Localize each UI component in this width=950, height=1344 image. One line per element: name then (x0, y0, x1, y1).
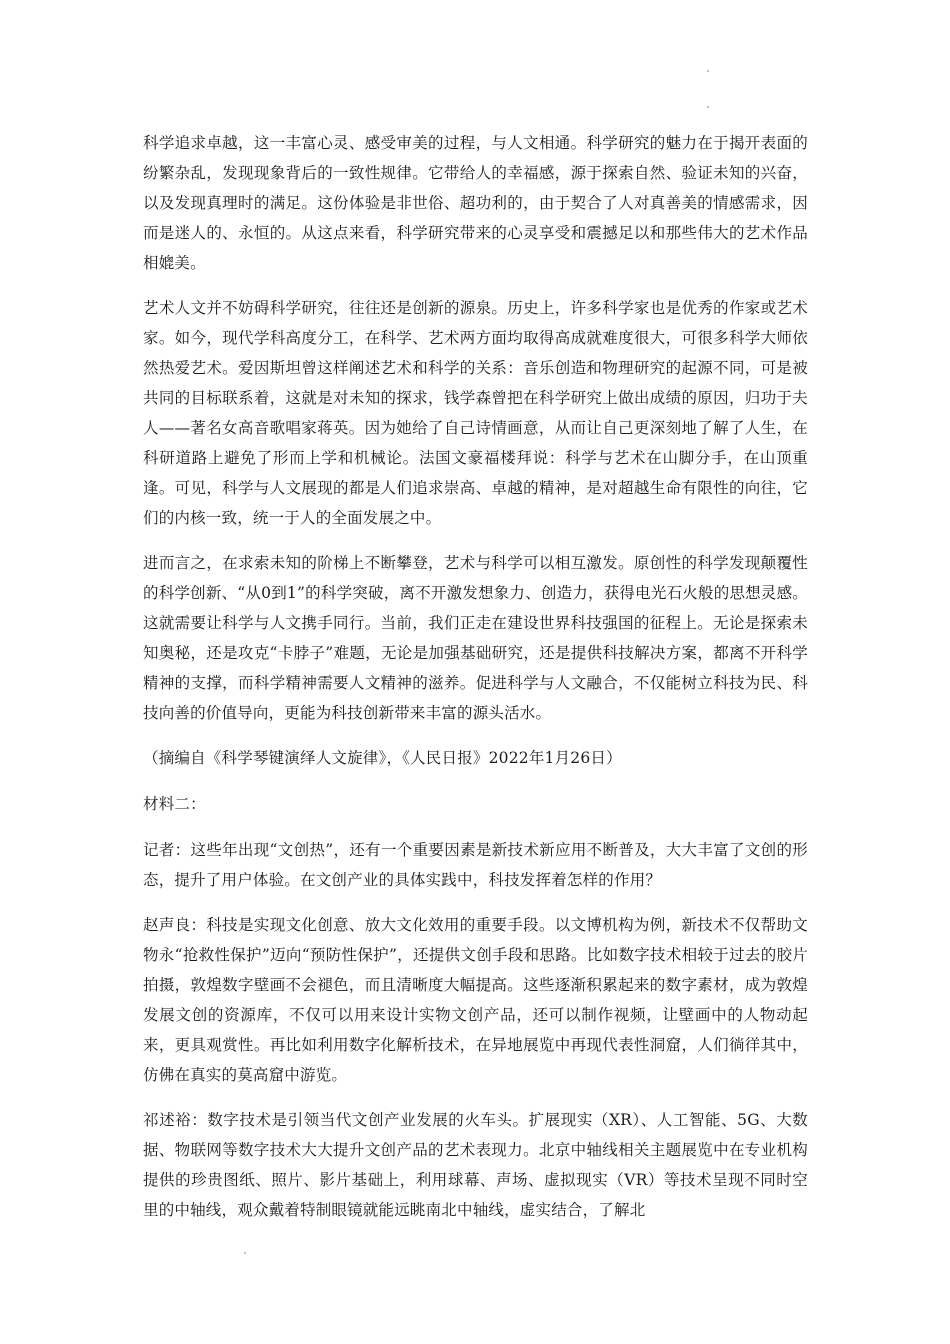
scan-mark (707, 106, 709, 108)
paragraph-art-humanities: 艺术人文并不妨碍科学研究，往往还是创新的源泉。历史上，许多科学家也是优秀的作家或艺术家。如今，现代学科高度分工，在科学、艺术两方面均取得高成就难度很大，可很多科学大师依然热爱艺术。爱因斯坦曾这样阐述艺术和科学的关系：音乐创造和物理研究的起源不同，可是被共同的目标联系着，这就是对未知的探求，钱学森曾把在科学研究上做出成绩的原因，归功于夫人——著名女高音歌唱家蒋英。因为她给了自己诗情画意，从而让自己更深刻地了解了人生，在科研道路上避免了形而上学和机械论。法国文豪福楼拜说：科学与艺术在山脚分手，在山顶重逢。可见，科学与人文展现的都是人们追求崇高、卓越的精神，是对超越生命有限性的向往，它们的内核一致，统一于人的全面发展之中。 (143, 299, 808, 527)
paragraph-mutual-inspiration: 进而言之，在求索未知的阶梯上不断攀登，艺术与科学可以相互激发。原创性的科学发现颠覆性的科学创新、“从0到1”的科学突破，离不开激发想象力、创造力，获得电光石火般的思想灵感。这就需要让科学与人文携手同行。当前，我们正走在建设世界科技强国的征程上。无论是探索未知奥秘，还是攻克“卡脖子”难题，无论是加强基础研究，还是提供科技解决方案，都离不开科学精神的支撑，而科学精神需要人文精神的滋养。促进科学与人文融合，不仅能树立科技为民、科技向善的价值导向，更能为科技创新带来丰富的源头活水。 (143, 554, 808, 722)
paragraph-reporter-question: 记者：这些年出现“文创热”，还有一个重要因素是新技术新应用不断普及，大大丰富了文创的形态，提升了用户体验。在文创产业的具体实践中，科技发挥着怎样的作用？ (143, 841, 808, 889)
document-body (143, 128, 808, 1240)
paragraph-zhao-shengliang: 赵声良：科技是实现文化创意、放大文化效用的重要手段。以文博机构为例，新技术不仅帮助文物永“抢救性保护”迈向“预防性保护”，还提供文创手段和思路。比如数字技术相较于过去的胶片拍摄，敦煌数字壁画不会褪色，而且清晰度大幅提高。这些逐渐积累起来的数字素材，成为敦煌发展文创的资源库，不仅可以用来设计实物文创产品，还可以制作视频，让壁画中的人物动起来，更具观赏性。再比如利用数字化解析技术，在异地展览中再现代表性洞窟，人们徜徉其中，仿佛在真实的莫高窟中游览。 (143, 916, 808, 1084)
paragraph-science-beauty: 科学追求卓越，这一丰富心灵、感受审美的过程，与人文相通。科学研究的魅力在于揭开表面的纷繁杂乱，发现现象背后的一致性规律。它带给人的幸福感，源于探索自然、验证未知的兴奋，以及发现真理时的满足。这份体验是非世俗、超功利的，由于契合了人对真善美的情感需求，因而是迷人的、永恒的。从这点来看，科学研究带来的心灵享受和震撼足以和那些伟大的艺术作品相媲美。 (143, 134, 808, 272)
scan-mark (707, 70, 709, 72)
scan-mark (244, 1252, 246, 1254)
section-heading-material-two: 材料二： (143, 795, 206, 813)
paragraph-qi-shuyu: 祁述裕：数字技术是引领当代文创产业发展的火车头。扩展现实（XR）、人工智能、5G、大数据、物联网等数字技术大大提升文创产品的艺术表现力。北京中轴线相关主题展览中在专业机构提供的珍贵图纸、照片、影片基础上，利用球幕、声场、虚拟现实（VR）等技术呈现不同时空里的中轴线，观众戴着特制眼镜就能远眺南北中轴线，虚实结合，了解北 (143, 1111, 808, 1219)
source-citation: （摘编自《科学琴键演绎人文旋律》，《人民日报》2022年1月26日） (143, 749, 622, 767)
